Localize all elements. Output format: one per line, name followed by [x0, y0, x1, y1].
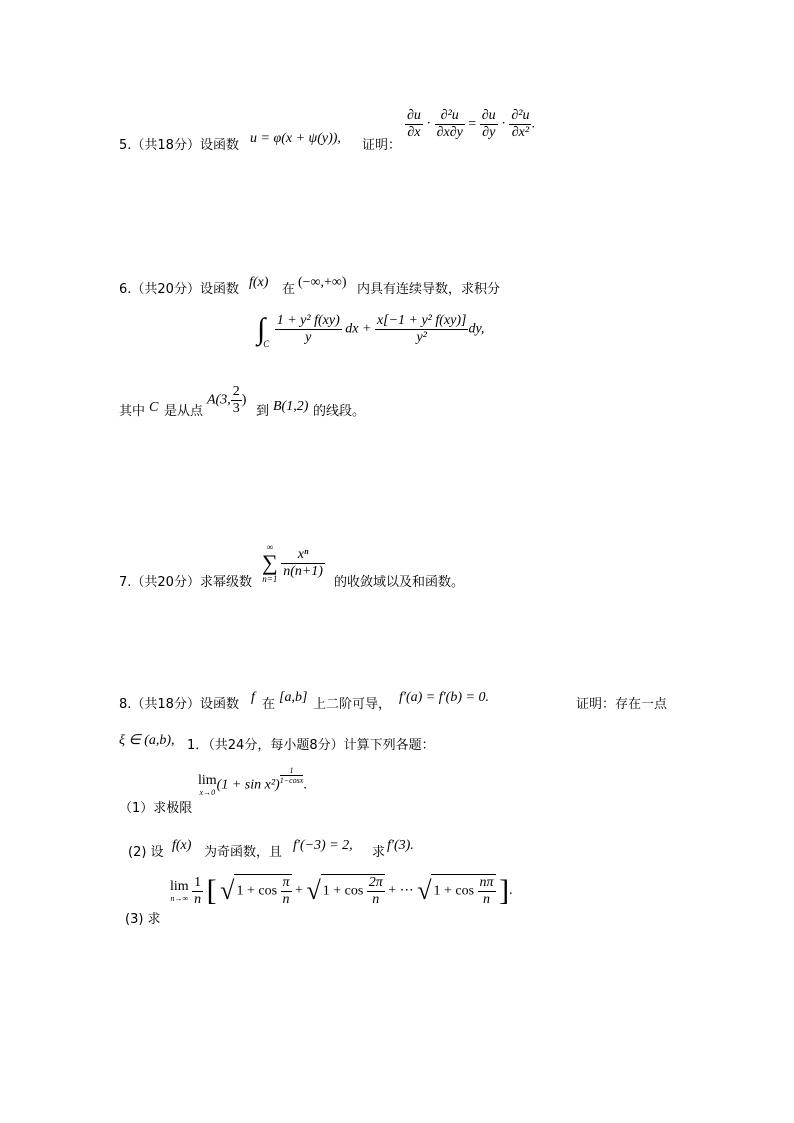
p8-condition: f′(a) = f′(b) = 0. — [399, 690, 489, 705]
q2-text-a: 为奇函数，且 — [204, 845, 283, 860]
p6-point-B: B(1,2) — [273, 399, 309, 414]
section-1-heading: 1．（共24分，每小题8分）计算下列各题： — [187, 738, 435, 753]
p6-integral: $\int_C$ $\frac{\text{1 + y² f(xy)}}{y}$ dx + $\frac{\text{x[−1 + y² f(xy)]}}{\text{y²}}$ dy, — [257, 312, 485, 349]
q2-label: (2) 设 — [128, 845, 164, 860]
p5-prove-label: 证明： — [362, 138, 402, 153]
q2-fx: f(x) — [172, 838, 192, 853]
p6-line2-a: 其中 — [119, 404, 146, 419]
p6-fx: f(x) — [249, 275, 269, 290]
p6-in: 在 — [282, 282, 296, 297]
q3-limit: lim n→∞ $\frac{1}{n}$ [ √ 1 + cos $\frac{\pi}{n}$ + √ 1 + cos $\frac{2\pi}{n}$ + ⋯ √ 1 + cos $\frac{n\pi}{n}$ ]. — [170, 874, 513, 907]
p6-point-A: A(3, $\frac{2}{3}$ ) — [207, 384, 247, 416]
p5-label: 5.（共18分）设函数 — [119, 138, 239, 153]
p8-label: 8.（共18分）设函数 — [119, 697, 239, 712]
p5-equation: $\frac{\partial u}{\partial x}$ · $\frac{\text{∂²u}}{\partial x\partial y}$ = $\frac{\partial u}{\partial y}$ · $\frac{\text{∂²u}}{\text{∂x²}}$ . — [407, 108, 535, 140]
p8-f: f — [251, 690, 255, 705]
p8-prove: 证明：存在一点 — [576, 697, 668, 712]
p7-label: 7.（共20分）求幂级数 — [119, 575, 252, 590]
p8-desc: 上二阶可导， — [313, 697, 392, 712]
q3-label: (3) 求 — [125, 912, 161, 927]
q1-limit: lim x→0 (1 + sin x²) $\frac{1}{1-\cos x}$ . — [198, 766, 307, 797]
q2-text-b: 求 — [372, 845, 386, 860]
p8-in: 在 — [262, 697, 276, 712]
p5-function: u = φ(x + ψ(y)), — [250, 131, 341, 146]
p7-series: ∞ ∑ n=1 $\frac{\text{xⁿ}}{n(n+1)}$ — [262, 542, 323, 584]
q2-answer: f′(3). — [387, 838, 414, 853]
p6-to: 到 — [256, 404, 270, 419]
p8-interval: [a,b] — [279, 690, 308, 705]
q2-condition: f′(−3) = 2, — [293, 838, 353, 853]
p6-curve-C: C — [149, 400, 159, 415]
p6-interval: (−∞,+∞) — [298, 275, 347, 290]
q1-label: （1）求极限 — [119, 801, 193, 816]
p6-line2-b: 是从点 — [164, 404, 204, 419]
p6-label: 6.（共20分）设函数 — [119, 282, 239, 297]
p8-xi: ξ ∈ (a,b), — [119, 733, 175, 748]
p6-desc: 内具有连续导数，求积分 — [357, 282, 501, 297]
p7-desc: 的收敛域以及和函数。 — [334, 575, 465, 590]
p6-line2-c: 的线段。 — [313, 404, 366, 419]
